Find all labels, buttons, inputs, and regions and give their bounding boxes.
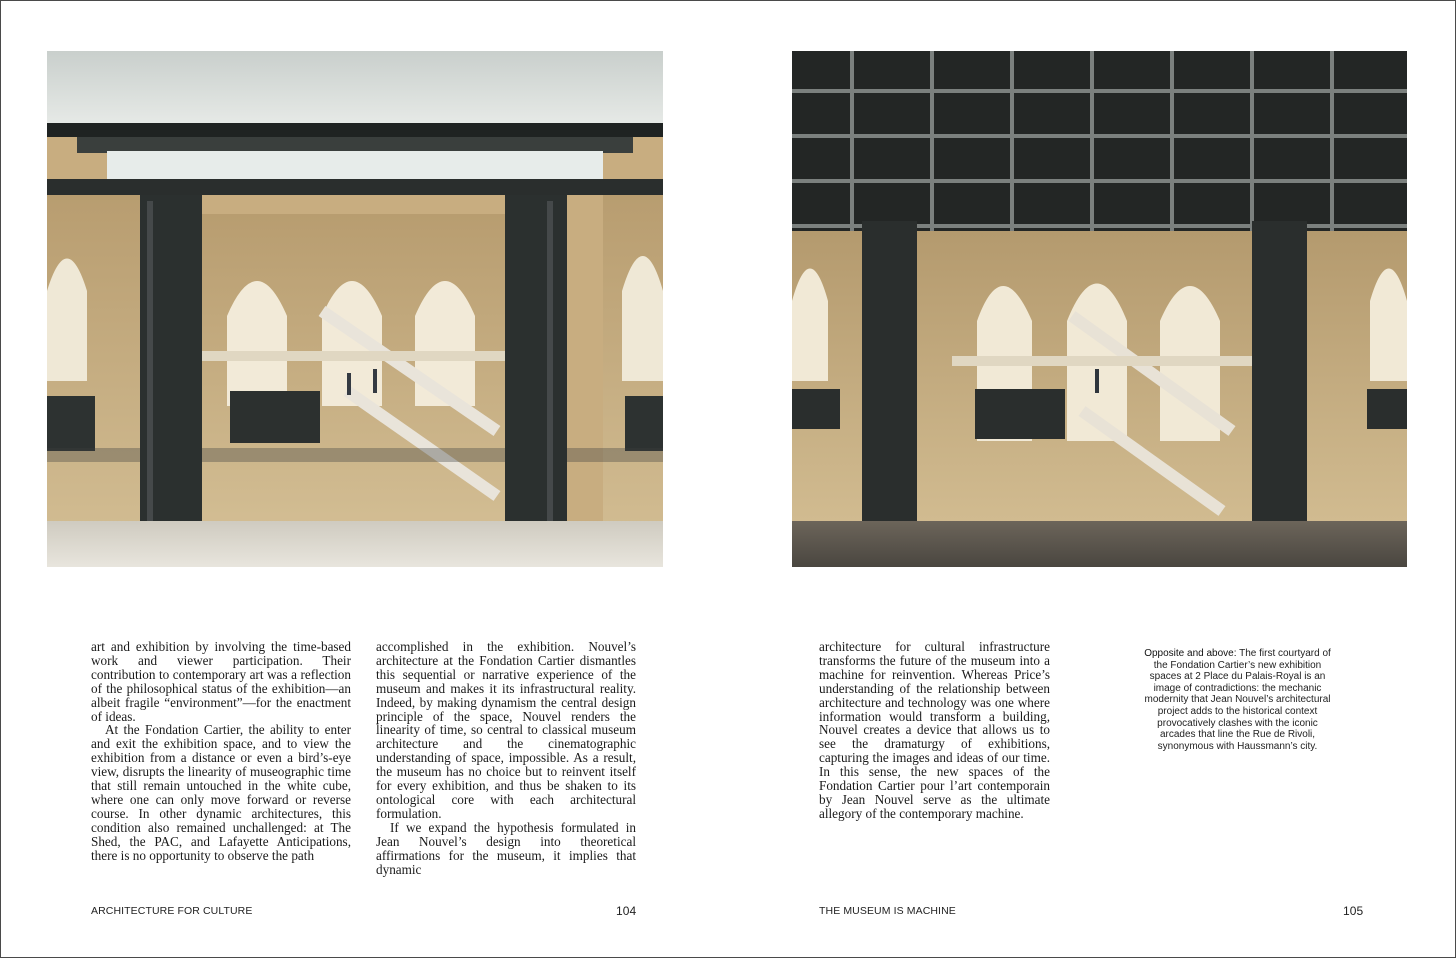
paragraph: art and exhibition by involving the time-based work and viewer participation. Their contribution to contemporary art was a reflection of the philosophical status of the exhibition—an albeit fragile “environment”—for the enactment of ideas. [91,639,351,724]
photo-courtyard-right [792,51,1407,567]
paragraph: If we expand the hypothesis formulated in Jean Nouvel’s design into theoretical affirmations for the museum, it implies that dynamic [376,819,636,877]
photo-courtyard-left [47,51,663,567]
page-number-left: 104 [616,904,637,918]
photo-caption [1140,648,1335,752]
text-column-2 [376,640,636,876]
running-footer-right: THE MUSEUM IS MACHINE [819,905,956,917]
caption-lead: Opposite and above: [1144,648,1237,659]
paragraph: accomplished in the exhibition. Nouvel’s architecture at the Fondation Cartier dismantles this sequential or narrative experience of the museum and makes it its infrastructural reality. Indeed, by making dynamism the central design principle of the space, Nouvel renders the linearity of time, so central to classical museum architecture and the cinematographic understanding of space, impossible. As a result, the museum has no choice but to reinvent itself for every exhibition, and thus be shaken to its ontological core with each architectural formulation. [376,639,636,821]
page-number-right: 105 [1343,904,1364,918]
text-column-3 [819,640,1050,821]
paragraph: At the Fondation Cartier, the ability to enter and exit the exhibition space, and to view the exhibition from a distance or even a bird’s-eye view, disrupts the linearity of museographic time that still remain untouched in the white cube, where one can only move forward or reverse course. In other dynamic architectures, this condition also remained unchallenged: at The Shed, the PAC, and Lafayette Anticipations, there is no opportunity to observe the path [91,722,351,863]
caption-text: The first courtyard of the Fondation Cartier’s new exhibition spaces at 2 Place du Palais-Royal is an image of contradictions: the mechanic modernity that Jean Nouvel’s architectural project adds to the historical context provocatively clashes with the iconic arcades that line the Rue de Rivoli, synonymous with Haussmann’s city. [1144,648,1331,752]
running-footer-left: ARCHITECTURE FOR CULTURE [91,905,253,917]
text-column-1 [91,640,351,863]
paragraph: architecture for cultural infrastructure transforms the future of the museum into a machine for reinvention. Whereas Price’s understanding of the relationship between architecture and technology was one where information would transform a building, Nouvel creates a device that allows us to see the dramaturgy of exhibitions, capturing the images and ideas of our time. In this sense, the new spaces of the Fondation Cartier pour l’art contemporain by Jean Nouvel serve as the ultimate allegory of the contemporary machine. [819,639,1050,821]
